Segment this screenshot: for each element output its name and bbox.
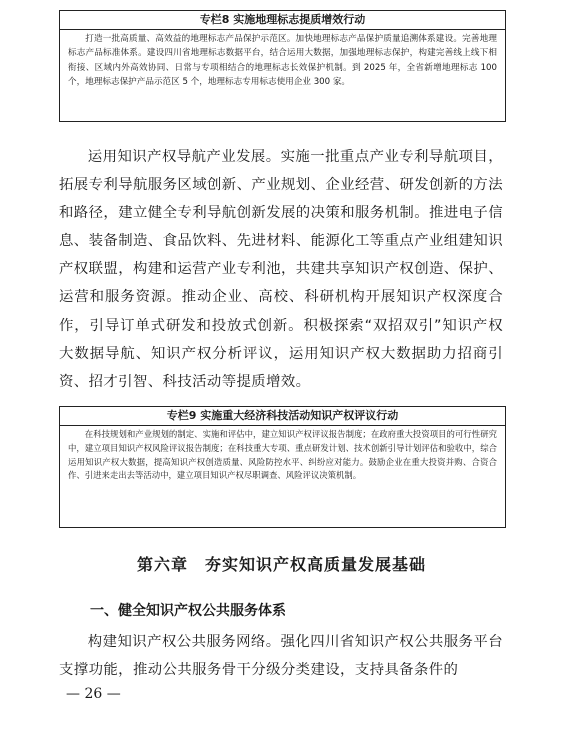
column-box-9-body: 在科技规划和产业规划的制定、实施和评估中，建立知识产权评议报告制度；在政府重大投资项目的可行性研究中，建立项目知识产权风险评议报告制度；在科技重大专项、重点研发计划、技术创新引导计划评估和验收中，综合运用知识产权大数据，提高知识产权创造质量、风险防控水平、纠纷应对能力。鼓励企业在重大投资并购、合资合作、引进来走出去等活动中，建立项目知识产权尽职调查、风险评议决策机制。 bbox=[68, 429, 497, 481]
paragraph-ip-navigation: 运用知识产权导航产业发展。实施一批重点产业专利导航项目，拓展专利导航服务区域创新、产业规划、企业经营、研发创新的方法和路径，建立健全专利导航创新发展的决策和服务机制。推进电子信息、装备制造、食品饮料、先进材料、能源化工等重点产业组建知识产权联盟，构建和运营产业专利池，共建共享知识产权创造、保护、运营和服务资源。推动企业、高校、科研机构开展知识产权深度合作，引导订单式研发和投放式创新。积极探索“双招双引”知识产权大数据导航、知识产权分析评议，运用知识产权大数据助力招商引资、招才引智、科技活动等提质增效。 bbox=[59, 149, 503, 390]
column-box-8-body: 打造一批高质量、高效益的地理标志产品保护示范区。加快地理标志产品保护质量追溯体系建设。完善地理标志产品标准体系。建设四川省地理标志数据平台，结合运用大数据，加强地理标志保护，构建完善线上线下相衔接、区域内外高效协同、日常与专项相结合的地理标志长效保护机制。到 2025 年，全省新增地理标志 100 个，地理标志保护产品示范区 5 个，地理标志专用标志使用企业 300 家。 bbox=[68, 34, 497, 88]
column-box-9 bbox=[59, 406, 506, 528]
column-box-8-title: 专栏8 实施地理标志提质增效行动 bbox=[60, 11, 505, 30]
section-title: 一、健全知识产权公共服务体系 bbox=[90, 603, 286, 619]
paragraph-public-service: 构建知识产权公共服务网络。强化四川省知识产权公共服务平台支撑功能，推动公共服务骨干分级分类建设，支持具备条件的 bbox=[59, 634, 503, 679]
column-box-8 bbox=[59, 10, 506, 122]
chapter-title: 第六章 夯实知识产权高质量发展基础 bbox=[136, 555, 426, 574]
page-number: — 26 — bbox=[66, 686, 121, 702]
column-box-9-title: 专栏9 实施重大经济科技活动知识产权评议行动 bbox=[60, 407, 505, 426]
